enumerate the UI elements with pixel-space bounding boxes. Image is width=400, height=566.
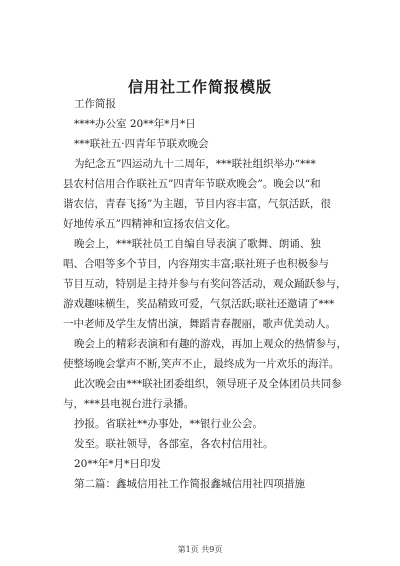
- text-line: 好地传承五”四精神和宣扬农信文化。: [63, 218, 237, 230]
- document-title: 信用社工作简报模版: [127, 78, 272, 96]
- text-line: 晚会上的精彩表演和有趣的游戏，再加上观众的热情参与，: [74, 338, 347, 350]
- text-line: ****办公室 20**年*月*日: [74, 118, 196, 130]
- text-line: ***联社五·四青年节联欢晚会: [74, 138, 209, 150]
- text-line: 使整场晚会掌声不断,笑声不止，最终成为一片欢乐的海洋。: [63, 358, 340, 370]
- text-line: 工作简报: [74, 98, 116, 110]
- text-line: 发至。联社领导，各部室，各农村信用社。: [74, 438, 274, 450]
- text-line: 节目互动，特别是主持并参与有奖问答活动，观众踊跃参与，: [63, 278, 347, 290]
- text-line: 抄报。省联社**办事处，**银行业公会。: [74, 418, 263, 430]
- text-line: 谐农信，青春飞扬”为主题，节目内容丰富，气氛活跃，很: [63, 198, 331, 210]
- text-line: 为纪念五”四运动九十二周年，***联社组织举办“***: [74, 158, 316, 170]
- text-line: 晚会上，***联社员工自编自导表演了歌舞、朗诵、独: [74, 238, 321, 250]
- text-line: 游戏趣味横生，奖品精致可爱，气氛活跃;联社还邀请了***: [63, 298, 335, 310]
- text-line: 第二篇：鑫城信用社工作简报鑫城信用社四项措施: [74, 478, 305, 490]
- page-footer: 第1页 共9页: [177, 545, 223, 554]
- text-line: 与，***县电视台进行录播。: [63, 398, 195, 410]
- text-line: 一中老师及学生友情出演，舞蹈青春靓丽，歌声优美动人。: [63, 318, 336, 330]
- text-line: 20**年*月*日印发: [74, 458, 161, 470]
- text-line: 此次晚会由***联社团委组织，领导班子及全体团员共同参: [74, 378, 342, 390]
- text-line: 县农村信用合作联社五”四青年节联欢晚会”。晚会以“和: [63, 178, 321, 190]
- text-line: 唱、合唱等多个节目，内容翔实丰富;联社班子也积极参与: [63, 258, 330, 270]
